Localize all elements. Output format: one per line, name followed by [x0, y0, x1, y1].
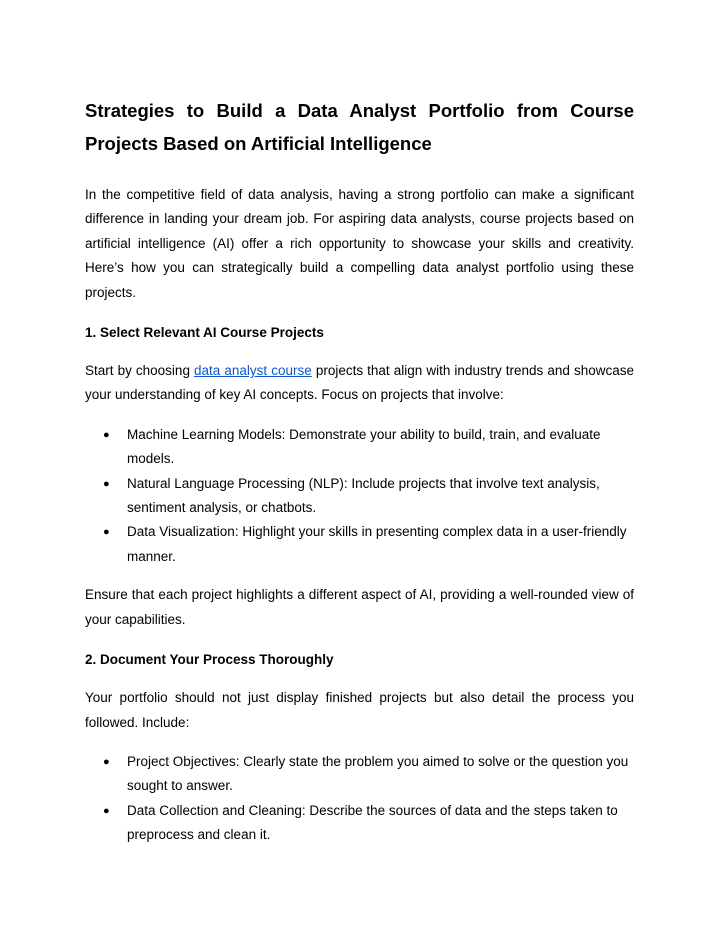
bullet-icon: ●: [103, 755, 110, 768]
document-title: Strategies to Build a Data Analyst Portfolio from Course Projects Based on Artificial Intelligence: [85, 100, 634, 154]
section-2-paragraph: Your portfolio should not just display finished projects but also detail the process you followed. Include:: [85, 690, 634, 730]
list-item-text: Project Objectives: Clearly state the problem you aimed to solve or the question you sought to answer.: [127, 753, 629, 794]
list-item-text: Natural Language Processing (NLP): Include projects that involve text analysis, sentiment analysis, or chatbots.: [127, 475, 600, 516]
list-item: [85, 520, 634, 569]
list-item-text: Machine Learning Models: Demonstrate your ability to build, train, and evaluate models.: [127, 426, 601, 467]
section-1-heading: 1. Select Relevant AI Course Projects: [85, 325, 324, 341]
bullet-icon: ●: [103, 428, 110, 441]
bullet-icon: ●: [103, 804, 110, 817]
section-1-paragraph-end: projects that align with industry trends and showcase your understanding of key AI concepts. Focus on projects that involve:: [85, 363, 634, 403]
list-item: [85, 423, 634, 472]
section-1-paragraph-start: Start by choosing: [85, 363, 195, 379]
section-2-bullet-list: [85, 750, 634, 848]
section-2-heading: 2. Document Your Process Thoroughly: [85, 652, 334, 668]
bullet-icon: ●: [103, 477, 110, 490]
intro-paragraph: In the competitive field of data analysis, having a strong portfolio can make a significant difference in landing your dream job. For aspiring data analysts, course projects based on artificial intelligence (AI) offer a rich opportunity to showcase your skills and creativity. Here’s how you can strategically build a compelling data analyst portfolio using these projects.: [85, 187, 634, 300]
data-analyst-course-link[interactable]: data analyst course: [194, 363, 312, 379]
list-item: [85, 472, 634, 521]
list-item: [85, 799, 634, 848]
bullet-icon: ●: [103, 526, 110, 539]
section-1-bullet-list: [85, 423, 634, 569]
list-item: [85, 750, 634, 799]
list-item-text: Data Visualization: Highlight your skills in presenting complex data in a user-friendly manner.: [127, 524, 627, 564]
section-1-closing-paragraph: Ensure that each project highlights a different aspect of AI, providing a well-rounded view of your capabilities.: [85, 587, 634, 627]
list-item-text: Data Collection and Cleaning: Describe the sources of data and the steps taken to preprocess and clean it.: [127, 802, 618, 843]
section-1-paragraph: [85, 359, 634, 408]
